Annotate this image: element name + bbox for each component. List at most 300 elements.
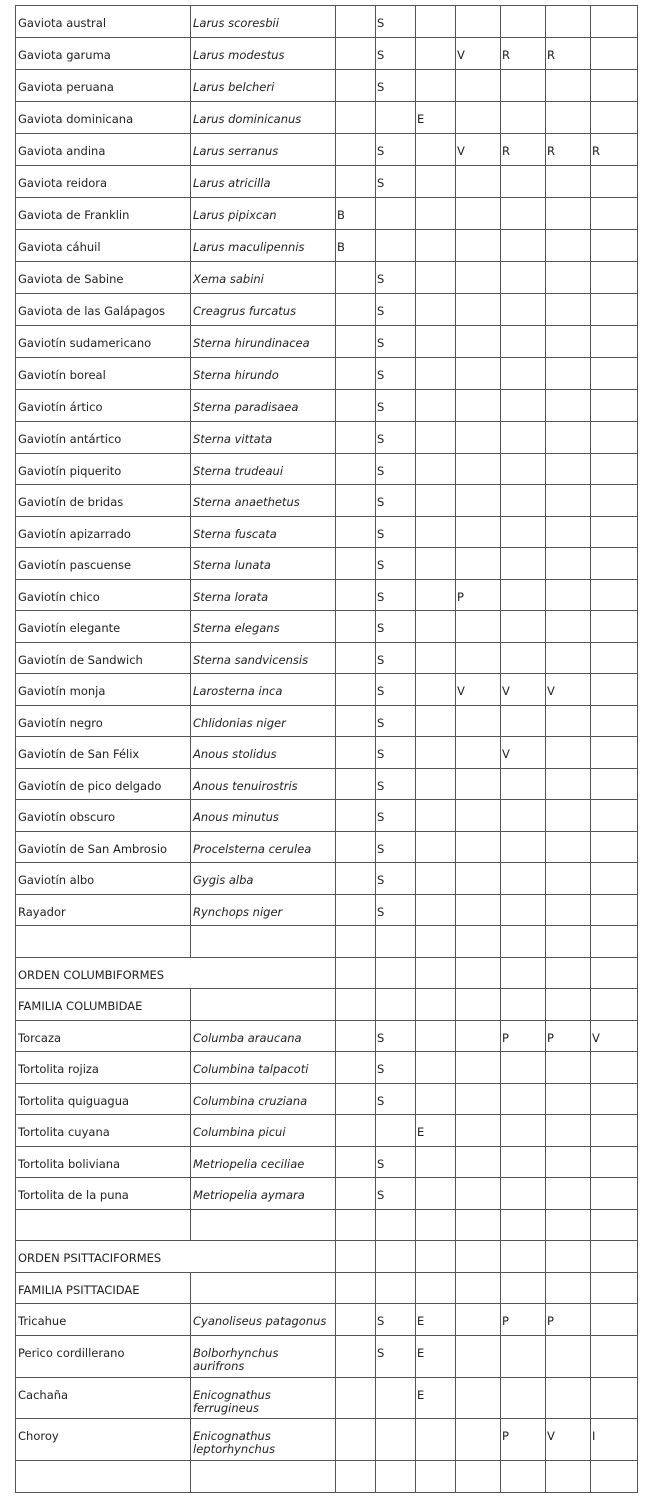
scientific-name xyxy=(191,1209,336,1241)
code-cell xyxy=(376,198,416,230)
code-cell xyxy=(336,1209,376,1241)
code-cell xyxy=(591,611,638,643)
table-row xyxy=(16,6,638,38)
common-name: Gaviotín pascuense xyxy=(16,548,191,580)
common-name: Tortolita boliviana xyxy=(16,1146,191,1178)
common-name: Tortolita de la puna xyxy=(16,1178,191,1210)
order-name: ORDEN PSITTACIFORMES xyxy=(16,1241,336,1273)
code-cell xyxy=(591,1377,638,1419)
code-cell xyxy=(591,485,638,517)
code-cell xyxy=(501,166,546,198)
code-cell xyxy=(336,262,376,294)
scientific-name: Creagrus furcatus xyxy=(191,294,336,326)
scientific-name: Procelsterna cerulea xyxy=(191,831,336,863)
family-row xyxy=(16,1272,638,1304)
scientific-name: Columbina talpacoti xyxy=(191,1052,336,1084)
scientific-name: Larus scoresbii xyxy=(191,6,336,38)
code-cell xyxy=(336,134,376,166)
code-cell xyxy=(376,957,416,989)
table-row xyxy=(16,38,638,70)
code-cell xyxy=(591,1272,638,1304)
code-cell xyxy=(456,800,501,832)
code-cell: V xyxy=(456,674,501,706)
code-cell xyxy=(591,70,638,102)
code-cell xyxy=(546,422,591,454)
code-cell xyxy=(546,642,591,674)
common-name: Gaviota garuma xyxy=(16,38,191,70)
scientific-name: Sterna hirundinacea xyxy=(191,326,336,358)
code-cell xyxy=(336,516,376,548)
code-cell xyxy=(501,768,546,800)
code-cell: P xyxy=(501,1419,546,1461)
code-cell xyxy=(336,768,376,800)
code-cell: S xyxy=(376,674,416,706)
table-row xyxy=(16,1460,638,1492)
code-cell xyxy=(456,1052,501,1084)
table-row xyxy=(16,737,638,769)
code-cell: V xyxy=(546,1419,591,1461)
code-cell xyxy=(376,1419,416,1461)
code-cell xyxy=(546,611,591,643)
code-cell xyxy=(456,1209,501,1241)
code-cell: S xyxy=(376,38,416,70)
code-cell xyxy=(336,1241,376,1273)
code-cell xyxy=(416,737,456,769)
code-cell xyxy=(546,294,591,326)
code-cell: S xyxy=(376,358,416,390)
code-cell xyxy=(416,1146,456,1178)
table-row xyxy=(16,326,638,358)
code-cell xyxy=(336,6,376,38)
code-cell xyxy=(416,390,456,422)
code-cell xyxy=(336,548,376,580)
code-cell xyxy=(336,1304,376,1336)
code-cell xyxy=(456,1377,501,1419)
code-cell xyxy=(336,674,376,706)
order-row xyxy=(16,1241,638,1273)
code-cell xyxy=(336,1460,376,1492)
scientific-name: Sterna vittata xyxy=(191,422,336,454)
code-cell xyxy=(336,1336,376,1378)
table-row xyxy=(16,1419,638,1461)
code-cell xyxy=(501,926,546,958)
code-cell xyxy=(546,390,591,422)
code-cell xyxy=(546,1052,591,1084)
scientific-name: Larus pipixcan xyxy=(191,198,336,230)
scientific-name: Larus modestus xyxy=(191,38,336,70)
code-cell xyxy=(336,1419,376,1461)
code-cell: S xyxy=(376,326,416,358)
scientific-name xyxy=(191,1460,336,1492)
code-cell: S xyxy=(376,166,416,198)
code-cell xyxy=(456,1460,501,1492)
code-cell xyxy=(456,768,501,800)
code-cell xyxy=(336,642,376,674)
code-cell xyxy=(546,548,591,580)
code-cell xyxy=(336,166,376,198)
code-cell xyxy=(416,548,456,580)
code-cell xyxy=(546,926,591,958)
code-cell xyxy=(336,611,376,643)
code-cell xyxy=(416,674,456,706)
code-cell xyxy=(416,831,456,863)
code-cell xyxy=(456,926,501,958)
scientific-name: Xema sabini xyxy=(191,262,336,294)
code-cell xyxy=(546,989,591,1021)
code-cell xyxy=(456,1178,501,1210)
code-cell xyxy=(456,831,501,863)
code-cell xyxy=(416,1083,456,1115)
common-name: Gaviotín monja xyxy=(16,674,191,706)
code-cell xyxy=(416,705,456,737)
code-cell xyxy=(546,705,591,737)
code-cell xyxy=(416,38,456,70)
code-cell xyxy=(546,894,591,926)
code-cell xyxy=(416,926,456,958)
code-cell xyxy=(336,831,376,863)
common-name: Gaviota cáhuil xyxy=(16,230,191,262)
common-name: Gaviotín negro xyxy=(16,705,191,737)
table-row xyxy=(16,894,638,926)
code-cell: S xyxy=(376,485,416,517)
code-cell xyxy=(336,1115,376,1147)
code-cell xyxy=(591,737,638,769)
code-cell xyxy=(501,1336,546,1378)
code-cell xyxy=(591,957,638,989)
common-name: Perico cordillerano xyxy=(16,1336,191,1378)
scientific-name: Metriopelia aymara xyxy=(191,1178,336,1210)
code-cell xyxy=(456,102,501,134)
code-cell xyxy=(336,863,376,895)
code-cell xyxy=(591,800,638,832)
code-cell xyxy=(456,1241,501,1273)
common-name: Gaviotín albo xyxy=(16,863,191,895)
table-row xyxy=(16,134,638,166)
code-cell xyxy=(456,1272,501,1304)
code-cell xyxy=(456,262,501,294)
scientific-name: Metriopelia ceciliae xyxy=(191,1146,336,1178)
code-cell xyxy=(546,1336,591,1378)
scientific-name: Sterna hirundo xyxy=(191,358,336,390)
code-cell xyxy=(336,989,376,1021)
code-cell xyxy=(501,1115,546,1147)
code-cell xyxy=(591,38,638,70)
common-name: Gaviotín chico xyxy=(16,579,191,611)
code-cell xyxy=(501,1377,546,1419)
code-cell xyxy=(416,642,456,674)
common-name: Gaviotín sudamericano xyxy=(16,326,191,358)
table-row xyxy=(16,705,638,737)
code-cell xyxy=(456,485,501,517)
code-cell xyxy=(336,705,376,737)
code-cell: I xyxy=(591,1419,638,1461)
code-cell xyxy=(336,358,376,390)
code-cell xyxy=(501,453,546,485)
code-cell xyxy=(416,134,456,166)
code-cell xyxy=(501,102,546,134)
code-cell xyxy=(416,1052,456,1084)
table-row xyxy=(16,674,638,706)
code-cell xyxy=(501,390,546,422)
table-row xyxy=(16,768,638,800)
table-row xyxy=(16,198,638,230)
code-cell xyxy=(501,1146,546,1178)
code-cell xyxy=(336,1146,376,1178)
code-cell xyxy=(456,6,501,38)
code-cell xyxy=(416,6,456,38)
code-cell: S xyxy=(376,294,416,326)
code-cell xyxy=(501,1460,546,1492)
common-name: Rayador xyxy=(16,894,191,926)
table-row xyxy=(16,1209,638,1241)
scientific-name: Rynchops niger xyxy=(191,894,336,926)
code-cell xyxy=(591,358,638,390)
code-cell xyxy=(546,831,591,863)
code-cell xyxy=(591,642,638,674)
code-cell xyxy=(591,230,638,262)
common-name: Gaviotín elegante xyxy=(16,611,191,643)
code-cell xyxy=(456,989,501,1021)
scientific-name: Larus serranus xyxy=(191,134,336,166)
code-cell xyxy=(591,926,638,958)
code-cell xyxy=(416,957,456,989)
code-cell xyxy=(501,863,546,895)
code-cell xyxy=(546,166,591,198)
code-cell: S xyxy=(376,642,416,674)
code-cell xyxy=(416,863,456,895)
code-cell: S xyxy=(376,1146,416,1178)
code-cell xyxy=(416,800,456,832)
common-name: Gaviotín de Sandwich xyxy=(16,642,191,674)
common-name: Gaviotín ártico xyxy=(16,390,191,422)
table-row xyxy=(16,611,638,643)
code-cell xyxy=(591,422,638,454)
code-cell xyxy=(591,1052,638,1084)
code-cell xyxy=(546,326,591,358)
code-cell xyxy=(501,894,546,926)
code-cell xyxy=(501,1052,546,1084)
code-cell: S xyxy=(376,422,416,454)
code-cell xyxy=(456,548,501,580)
scientific-name xyxy=(191,989,336,1021)
scientific-name: Sterna elegans xyxy=(191,611,336,643)
table-row xyxy=(16,262,638,294)
code-cell xyxy=(501,358,546,390)
code-cell xyxy=(546,198,591,230)
code-cell xyxy=(546,800,591,832)
table-row xyxy=(16,102,638,134)
table-row xyxy=(16,548,638,580)
code-cell xyxy=(591,1209,638,1241)
order-row xyxy=(16,957,638,989)
scientific-name: Sterna lorata xyxy=(191,579,336,611)
code-cell xyxy=(336,737,376,769)
code-cell: P xyxy=(501,1304,546,1336)
family-row xyxy=(16,989,638,1021)
code-cell: P xyxy=(546,1304,591,1336)
code-cell xyxy=(416,1241,456,1273)
code-cell: R xyxy=(501,134,546,166)
code-cell xyxy=(501,198,546,230)
code-cell xyxy=(416,262,456,294)
code-cell xyxy=(546,863,591,895)
code-cell xyxy=(416,422,456,454)
table-row xyxy=(16,358,638,390)
code-cell xyxy=(546,1460,591,1492)
code-cell: S xyxy=(376,262,416,294)
code-cell xyxy=(416,989,456,1021)
code-cell xyxy=(546,516,591,548)
table-row xyxy=(16,230,638,262)
common-name: Gaviotín de pico delgado xyxy=(16,768,191,800)
table-row xyxy=(16,1020,638,1052)
table-row xyxy=(16,863,638,895)
common-name xyxy=(16,1460,191,1492)
code-cell: S xyxy=(376,894,416,926)
code-cell xyxy=(501,1083,546,1115)
table-row xyxy=(16,1052,638,1084)
table-row xyxy=(16,166,638,198)
family-name: FAMILIA PSITTACIDAE xyxy=(16,1272,191,1304)
code-cell xyxy=(546,1377,591,1419)
table-row xyxy=(16,1083,638,1115)
code-cell: P xyxy=(501,1020,546,1052)
code-cell xyxy=(546,102,591,134)
code-cell xyxy=(501,705,546,737)
code-cell xyxy=(416,1209,456,1241)
code-cell xyxy=(591,453,638,485)
table-row xyxy=(16,422,638,454)
code-cell xyxy=(376,1272,416,1304)
species-table xyxy=(15,5,638,1493)
code-cell: E xyxy=(416,1336,456,1378)
scientific-name: Larus maculipennis xyxy=(191,230,336,262)
code-cell xyxy=(591,390,638,422)
code-cell xyxy=(591,516,638,548)
code-cell xyxy=(376,1460,416,1492)
code-cell xyxy=(546,453,591,485)
code-cell xyxy=(456,1083,501,1115)
code-cell: S xyxy=(376,1020,416,1052)
code-cell xyxy=(591,6,638,38)
code-cell xyxy=(501,1241,546,1273)
code-cell xyxy=(501,6,546,38)
code-cell xyxy=(501,70,546,102)
scientific-name: Columba araucana xyxy=(191,1020,336,1052)
common-name xyxy=(16,1209,191,1241)
code-cell xyxy=(501,1178,546,1210)
code-cell xyxy=(336,1052,376,1084)
common-name: Choroy xyxy=(16,1419,191,1461)
common-name: Gaviota austral xyxy=(16,6,191,38)
code-cell xyxy=(416,768,456,800)
code-cell xyxy=(416,453,456,485)
code-cell xyxy=(591,831,638,863)
code-cell xyxy=(336,957,376,989)
code-cell xyxy=(336,70,376,102)
code-cell xyxy=(416,230,456,262)
common-name: Gaviotín apizarrado xyxy=(16,516,191,548)
code-cell xyxy=(456,611,501,643)
code-cell: S xyxy=(376,1178,416,1210)
code-cell xyxy=(376,1115,416,1147)
code-cell xyxy=(456,70,501,102)
code-cell xyxy=(546,1146,591,1178)
code-cell: V xyxy=(501,674,546,706)
code-cell: S xyxy=(376,800,416,832)
code-cell xyxy=(591,198,638,230)
scientific-name: Columbina picui xyxy=(191,1115,336,1147)
scientific-name: Larus dominicanus xyxy=(191,102,336,134)
table-row xyxy=(16,1304,638,1336)
code-cell xyxy=(456,1336,501,1378)
code-cell xyxy=(416,198,456,230)
code-cell xyxy=(546,579,591,611)
code-cell xyxy=(336,38,376,70)
code-cell: S xyxy=(376,737,416,769)
code-cell xyxy=(591,579,638,611)
code-cell xyxy=(416,294,456,326)
code-cell xyxy=(416,70,456,102)
scientific-name: Enicognathus leptorhynchus xyxy=(191,1419,336,1461)
scientific-name: Sterna lunata xyxy=(191,548,336,580)
common-name: Gaviotín boreal xyxy=(16,358,191,390)
code-cell xyxy=(546,1241,591,1273)
code-cell xyxy=(501,262,546,294)
code-cell xyxy=(336,1083,376,1115)
code-cell xyxy=(416,1020,456,1052)
code-cell xyxy=(591,102,638,134)
code-cell: E xyxy=(416,1304,456,1336)
code-cell xyxy=(456,198,501,230)
table-row xyxy=(16,642,638,674)
code-cell xyxy=(376,926,416,958)
code-cell xyxy=(456,894,501,926)
code-cell xyxy=(376,1377,416,1419)
common-name: Gaviotín de San Félix xyxy=(16,737,191,769)
code-cell xyxy=(591,863,638,895)
code-cell xyxy=(501,516,546,548)
scientific-name xyxy=(191,926,336,958)
code-cell xyxy=(456,516,501,548)
code-cell xyxy=(501,230,546,262)
code-cell xyxy=(501,548,546,580)
scientific-name: Anous minutus xyxy=(191,800,336,832)
code-cell xyxy=(416,1272,456,1304)
code-cell xyxy=(456,166,501,198)
scientific-name: Sterna sandvicensis xyxy=(191,642,336,674)
code-cell: R xyxy=(546,134,591,166)
code-cell xyxy=(501,831,546,863)
code-cell xyxy=(501,800,546,832)
code-cell: E xyxy=(416,1377,456,1419)
code-cell: S xyxy=(376,611,416,643)
common-name: Tortolita cuyana xyxy=(16,1115,191,1147)
code-cell: R xyxy=(546,38,591,70)
code-cell: S xyxy=(376,1052,416,1084)
code-cell xyxy=(591,705,638,737)
code-cell xyxy=(416,1178,456,1210)
code-cell: S xyxy=(376,705,416,737)
code-cell xyxy=(591,1241,638,1273)
code-cell: S xyxy=(376,1304,416,1336)
common-name: Gaviota de Sabine xyxy=(16,262,191,294)
code-cell xyxy=(416,894,456,926)
code-cell xyxy=(456,737,501,769)
code-cell: S xyxy=(376,453,416,485)
code-cell: S xyxy=(376,70,416,102)
scientific-name: Sterna anaethetus xyxy=(191,485,336,517)
